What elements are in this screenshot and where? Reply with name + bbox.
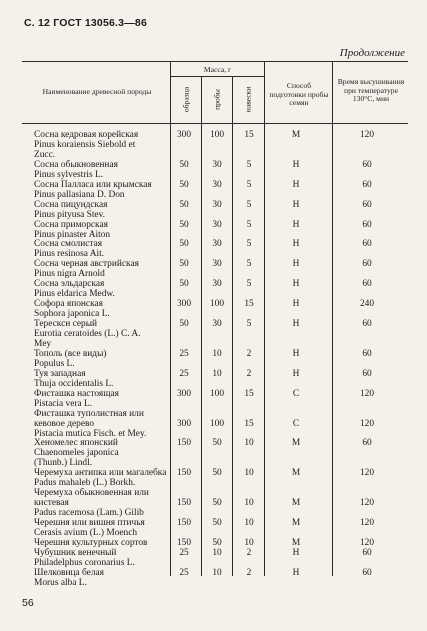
weighed-mass-cell: 5 <box>246 219 252 230</box>
species-cell: Eurotia ceratoides (L.) C. A. <box>34 329 141 339</box>
species-cell: кевовое дерево <box>34 418 95 429</box>
drying-time-cell: 120 <box>359 537 375 548</box>
species-cell: Pinus eldarica Medw. <box>34 289 115 300</box>
sample-mass-cell: 25 <box>179 368 189 379</box>
probe-mass-cell: 30 <box>212 219 222 230</box>
drying-time-cell: 240 <box>359 299 375 310</box>
drying-time-cell: 60 <box>362 567 372 578</box>
sample-mass-cell: 150 <box>176 438 192 449</box>
weighed-mass-cell: 5 <box>246 199 252 210</box>
species-cell: Cerasis avium (L.) Moench <box>34 528 138 538</box>
probe-mass-cell: 30 <box>212 319 222 330</box>
method-cell: М <box>291 498 301 509</box>
species-cell: Pinus nigra Arnold <box>34 269 105 280</box>
method-cell: Н <box>292 547 300 558</box>
drying-time-cell: 60 <box>362 179 372 190</box>
species-cell: Сосна приморская <box>34 219 108 230</box>
sample-mass-cell: 50 <box>179 259 189 270</box>
species-cell: Pinus pityusa Stev. <box>34 209 106 220</box>
weighed-mass-cell: 10 <box>244 537 254 548</box>
drying-time-cell: 120 <box>359 498 375 509</box>
species-cell: Populus L. <box>34 358 75 369</box>
sample-mass-cell: 300 <box>176 418 192 429</box>
header-method: Способ подготовки пробы семян <box>269 81 329 108</box>
species-cell: Pistacia mutica Fisch. et Mey. <box>34 428 147 439</box>
probe-mass-cell: 50 <box>212 537 222 548</box>
sample-mass-cell: 25 <box>179 348 189 359</box>
probe-mass-cell: 30 <box>212 199 222 210</box>
species-cell: Сосна Палласа или крымская <box>34 179 152 190</box>
probe-mass-cell: 50 <box>212 438 222 449</box>
method-cell: М <box>291 438 301 449</box>
sample-mass-cell: 50 <box>179 219 189 230</box>
sample-mass-cell: 150 <box>176 537 192 548</box>
weighed-mass-cell: 5 <box>246 279 252 290</box>
method-cell: С <box>292 388 300 399</box>
species-cell: Padus mahaleb (L.) Borkh. <box>34 478 136 489</box>
probe-mass-cell: 30 <box>212 279 222 290</box>
species-cell: Чубушник венечный <box>34 547 117 558</box>
sample-mass-cell: 300 <box>176 388 192 399</box>
species-cell: Софора японская <box>34 299 103 310</box>
drying-time-cell: 60 <box>362 239 372 250</box>
weighed-mass-cell: 10 <box>244 468 254 479</box>
probe-mass-cell: 30 <box>212 259 222 270</box>
drying-time-cell: 120 <box>359 418 375 429</box>
species-cell: Тересксн серый <box>34 319 98 330</box>
species-cell: Pinus sylvestris L. <box>34 169 104 180</box>
probe-mass-cell: 100 <box>209 388 225 399</box>
method-cell: Н <box>292 259 300 270</box>
species-cell: Тополь (все виды) <box>34 348 107 359</box>
probe-mass-cell: 50 <box>212 468 222 479</box>
probe-mass-cell: 10 <box>212 567 222 578</box>
method-cell: Н <box>292 567 300 578</box>
method-cell: М <box>291 468 301 479</box>
species-cell: Сосна эльдарская <box>34 279 105 290</box>
drying-time-cell: 60 <box>362 348 372 359</box>
drying-time-cell: 60 <box>362 259 372 270</box>
header-col-probe: пробы <box>212 89 222 110</box>
sample-mass-cell: 25 <box>179 567 189 578</box>
species-cell: Сосна кедровая корейская <box>34 130 139 140</box>
weighed-mass-cell: 10 <box>244 498 254 509</box>
sample-mass-cell: 50 <box>179 279 189 290</box>
method-cell: С <box>292 418 300 429</box>
drying-time-cell: 120 <box>359 518 375 529</box>
sample-mass-cell: 150 <box>176 518 192 529</box>
weighed-mass-cell: 2 <box>246 368 252 379</box>
method-cell: М <box>291 537 301 548</box>
sample-mass-cell: 50 <box>179 179 189 190</box>
species-cell: Черемуха обыкновенная или <box>34 488 149 499</box>
species-cell: Pistacia vera L. <box>34 398 93 409</box>
species-cell: Pinus pallasiana D. Don <box>34 189 125 200</box>
probe-mass-cell: 30 <box>212 239 222 250</box>
header-species: Наименование древесной породы <box>42 87 152 96</box>
sample-mass-cell: 50 <box>179 199 189 210</box>
sample-mass-cell: 50 <box>179 239 189 250</box>
probe-mass-cell: 30 <box>212 179 222 190</box>
species-cell: Chaenomeles japonica <box>34 448 119 459</box>
species-cell: Philadelphus coronarius L. <box>34 557 135 568</box>
drying-time-cell: 120 <box>359 130 375 140</box>
weighed-mass-cell: 2 <box>246 547 252 558</box>
header-col-weighed: навески <box>243 86 253 113</box>
header-drying-time: Время высушивания при температуре 130°С, мин <box>337 77 405 104</box>
method-cell: Н <box>292 348 300 359</box>
probe-mass-cell: 100 <box>209 418 225 429</box>
species-cell: Pinus resinosa Ait. <box>34 249 105 260</box>
probe-mass-cell: 100 <box>209 130 225 140</box>
drying-time-cell: 60 <box>362 199 372 210</box>
header-mass-group: Масса, г <box>203 65 232 74</box>
species-cell: Zucc. <box>34 149 56 160</box>
drying-time-cell: 60 <box>362 279 372 290</box>
sample-mass-cell: 50 <box>179 159 189 170</box>
species-cell: кистевая <box>34 498 69 509</box>
weighed-mass-cell: 5 <box>246 159 252 170</box>
species-cell: Pinus koraiensis Siebold et <box>34 139 136 150</box>
continuation-label: Продолжение <box>339 47 405 59</box>
sample-mass-cell: 300 <box>176 299 192 310</box>
page-number: 56 <box>22 597 34 609</box>
weighed-mass-cell: 15 <box>244 299 254 310</box>
method-cell: М <box>291 518 301 529</box>
species-cell: Фисташка настоящая <box>34 388 119 399</box>
species-cell: Хеномелес японский <box>34 438 118 449</box>
method-cell: Н <box>292 279 300 290</box>
species-cell: Thuja occidentalis L. <box>34 378 114 389</box>
method-cell: Н <box>292 199 300 210</box>
drying-time-cell: 60 <box>362 159 372 170</box>
drying-time-cell: 120 <box>359 468 375 479</box>
weighed-mass-cell: 5 <box>246 239 252 250</box>
drying-time-cell: 60 <box>362 438 372 449</box>
species-cell: Pinus pinaster Aiton <box>34 229 111 240</box>
weighed-mass-cell: 10 <box>244 518 254 529</box>
sample-mass-cell: 25 <box>179 547 189 558</box>
species-cell: Черемуха антипка или магалебка <box>34 468 167 479</box>
method-cell: Н <box>292 219 300 230</box>
weighed-mass-cell: 5 <box>246 319 252 330</box>
drying-time-cell: 120 <box>359 388 375 399</box>
species-cell: Morus alba L. <box>34 577 87 588</box>
sample-mass-cell: 50 <box>179 319 189 330</box>
weighed-mass-cell: 15 <box>244 130 254 140</box>
drying-time-cell: 60 <box>362 319 372 330</box>
method-cell: Н <box>292 179 300 190</box>
weighed-mass-cell: 2 <box>246 567 252 578</box>
probe-mass-cell: 10 <box>212 547 222 558</box>
drying-time-cell: 60 <box>362 219 372 230</box>
species-cell: Padus racemosa (Lam.) Gilib <box>34 508 144 519</box>
method-cell: Н <box>292 299 300 310</box>
probe-mass-cell: 10 <box>212 348 222 359</box>
sample-mass-cell: 150 <box>176 468 192 479</box>
species-cell: Сосна смолистая <box>34 239 103 250</box>
drying-time-cell: 60 <box>362 547 372 558</box>
species-cell: Сосна обыкновенная <box>34 159 118 170</box>
species-cell: (Thunb.) Lindl. <box>34 458 93 469</box>
species-cell: Фисташка туполистная или <box>34 408 144 419</box>
method-cell: Н <box>292 239 300 250</box>
weighed-mass-cell: 5 <box>246 179 252 190</box>
species-cell: Черешня или вишня птичья <box>34 518 145 529</box>
weighed-mass-cell: 15 <box>244 388 254 399</box>
method-cell: Н <box>292 159 300 170</box>
probe-mass-cell: 100 <box>209 299 225 310</box>
header-col-sample: образца <box>181 86 191 113</box>
species-cell: Сосна пицундская <box>34 199 108 210</box>
weighed-mass-cell: 10 <box>244 438 254 449</box>
species-cell: Шелковица белая <box>34 567 104 578</box>
method-cell: М <box>291 130 301 140</box>
page-header: С. 12 ГОСТ 13056.3—86 <box>24 17 147 29</box>
weighed-mass-cell: 5 <box>246 259 252 270</box>
sample-mass-cell: 300 <box>176 130 192 140</box>
probe-mass-cell: 10 <box>212 368 222 379</box>
method-cell: Н <box>292 368 300 379</box>
species-cell: Сосна черная австрийская <box>34 259 139 270</box>
species-cell: Sophora japonica L. <box>34 309 110 320</box>
weighed-mass-cell: 2 <box>246 348 252 359</box>
species-cell: Mey <box>34 338 52 349</box>
probe-mass-cell: 30 <box>212 159 222 170</box>
sample-mass-cell: 150 <box>176 498 192 509</box>
species-cell: Туя западная <box>34 368 86 379</box>
drying-time-cell: 60 <box>362 368 372 379</box>
probe-mass-cell: 50 <box>212 518 222 529</box>
species-cell: Черешня культурных сортов <box>34 537 148 548</box>
weighed-mass-cell: 15 <box>244 418 254 429</box>
probe-mass-cell: 50 <box>212 498 222 509</box>
method-cell: Н <box>292 319 300 330</box>
table-row <box>0 577 427 589</box>
